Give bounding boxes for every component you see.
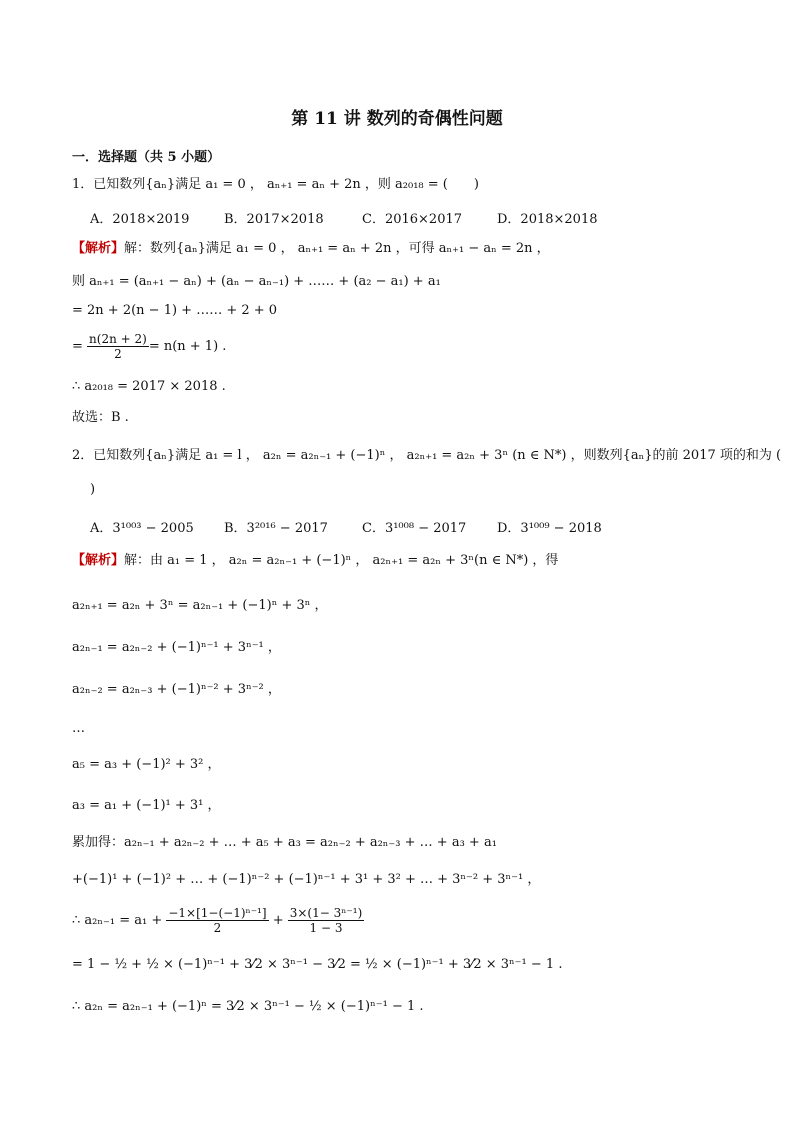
q2-line-5: a₅ = a₃ + (−1)² + 3² ， (72, 757, 221, 772)
q1-analysis-lead: 解：数列{aₙ}满足 a₁ = 0 ， aₙ₊₁ = aₙ + 2n ，可得 aₙ₊₁ − aₙ = 2n ， (124, 241, 550, 256)
q1-option-a[interactable]: A．2018×2019 (90, 212, 190, 227)
q2-line-6: a₃ = a₁ + (−1)¹ + 3¹ ， (72, 798, 221, 813)
q1-stem: 1．已知数列{aₙ}满足 a₁ = 0 ， aₙ₊₁ = aₙ + 2n ，则 a₂₀₁₈ = ( ) (72, 177, 479, 192)
q2-analysis-lead: 解：由 a₁ = 1 ， a₂ₙ = a₂ₙ₋₁ + (−1)ⁿ ， a₂ₙ₊₁ = a₂ₙ + 3ⁿ(n ∈ N*) ，得 (124, 553, 559, 568)
q1-line-1: 则 aₙ₊₁ = (aₙ₊₁ − aₙ) + (aₙ − aₙ₋₁) + …… + (a₂ − a₁) + a₁ (72, 274, 441, 289)
q1-analysis (72, 240, 550, 258)
q2-sum-line: ∴ a₂ₙ₋₁ = a₁ + $\frac{\text{−1×[1−(−1)ⁿ⁻¹]}}{2}$ + $\frac{\text{3×(1− 3ⁿ⁻¹)}}{1 - 3}$ (72, 906, 363, 935)
analysis-tag: 【解析】 (72, 553, 125, 568)
q2-expand-line: = 1 − ½ + ½ × (−1)ⁿ⁻¹ + 3⁄2 × 3ⁿ⁻¹ − 3⁄2 = ½ × (−1)ⁿ⁻¹ + 3⁄2 × 3ⁿ⁻¹ − 1 . (72, 957, 563, 972)
q2-option-d[interactable]: D．3¹⁰⁰⁹ − 2018 (497, 521, 602, 536)
q2-stem-cont: ) (90, 482, 96, 497)
q1-fraction: $\frac{n(2n + 2)}{2}$ (89, 332, 147, 361)
q2-option-b[interactable]: B．3²⁰¹⁶ − 2017 (224, 521, 328, 536)
q2-line-4: … (72, 721, 85, 736)
q2-final-line: ∴ a₂ₙ = a₂ₙ₋₁ + (−1)ⁿ = 3⁄2 × 3ⁿ⁻¹ − ½ × (−1)ⁿ⁻¹ − 1 . (72, 999, 424, 1014)
q2-fraction-2: $\frac{\text{3×(1− 3ⁿ⁻¹)}}{1 - 3}$ (289, 906, 363, 935)
q1-option-b[interactable]: B．2017×2018 (224, 212, 324, 227)
q2-line-2: a₂ₙ₋₁ = a₂ₙ₋₂ + (−1)ⁿ⁻¹ + 3ⁿ⁻¹ ， (72, 640, 281, 655)
q1-line-2: = 2n + 2(n − 1) + …… + 2 + 0 (72, 303, 278, 318)
analysis-tag: 【解析】 (72, 241, 125, 256)
q1-line-5: 故选：B . (72, 410, 129, 425)
q2-analysis (72, 552, 558, 570)
q1-line-3: = $\frac{n(2n + 2)}{2}$ = n(n + 1) . (72, 332, 227, 361)
q2-fraction-1: $\frac{\text{−1×[1−(−1)ⁿ⁻¹]}}{2}$ (168, 906, 267, 935)
q2-line-3: a₂ₙ₋₂ = a₂ₙ₋₃ + (−1)ⁿ⁻² + 3ⁿ⁻² ， (72, 682, 281, 697)
q1-line-4: ∴ a₂₀₁₈ = 2017 × 2018 . (72, 379, 226, 394)
q2-line-7: 累加得：a₂ₙ₋₁ + a₂ₙ₋₂ + … + a₅ + a₃ = a₂ₙ₋₂ + a₂ₙ₋₃ + … + a₃ + a₁ (72, 835, 497, 850)
q2-line-1: a₂ₙ₊₁ = a₂ₙ + 3ⁿ = a₂ₙ₋₁ + (−1)ⁿ + 3ⁿ ， (72, 598, 328, 613)
section-heading: 一．选择题（共 5 小题） (72, 150, 221, 165)
page-title: 第 11 讲 数列的奇偶性问题 (291, 109, 503, 129)
q1-option-d[interactable]: D．2018×2018 (497, 212, 598, 227)
q2-option-c[interactable]: C．3¹⁰⁰⁸ − 2017 (362, 521, 467, 536)
q2-stem: 2．已知数列{aₙ}满足 a₁ = l ， a₂ₙ = a₂ₙ₋₁ + (−1)ⁿ ， a₂ₙ₊₁ = a₂ₙ + 3ⁿ (n ∈ N*) ，则数列{aₙ}的前 2017 项的和为 ( (72, 448, 782, 463)
q1-option-c[interactable]: C．2016×2017 (362, 212, 463, 227)
q2-line-8: +(−1)¹ + (−1)² + … + (−1)ⁿ⁻² + (−1)ⁿ⁻¹ + 3¹ + 3² + … + 3ⁿ⁻² + 3ⁿ⁻¹ ， (72, 872, 541, 887)
q2-option-a[interactable]: A．3¹⁰⁰³ − 2005 (90, 521, 194, 536)
